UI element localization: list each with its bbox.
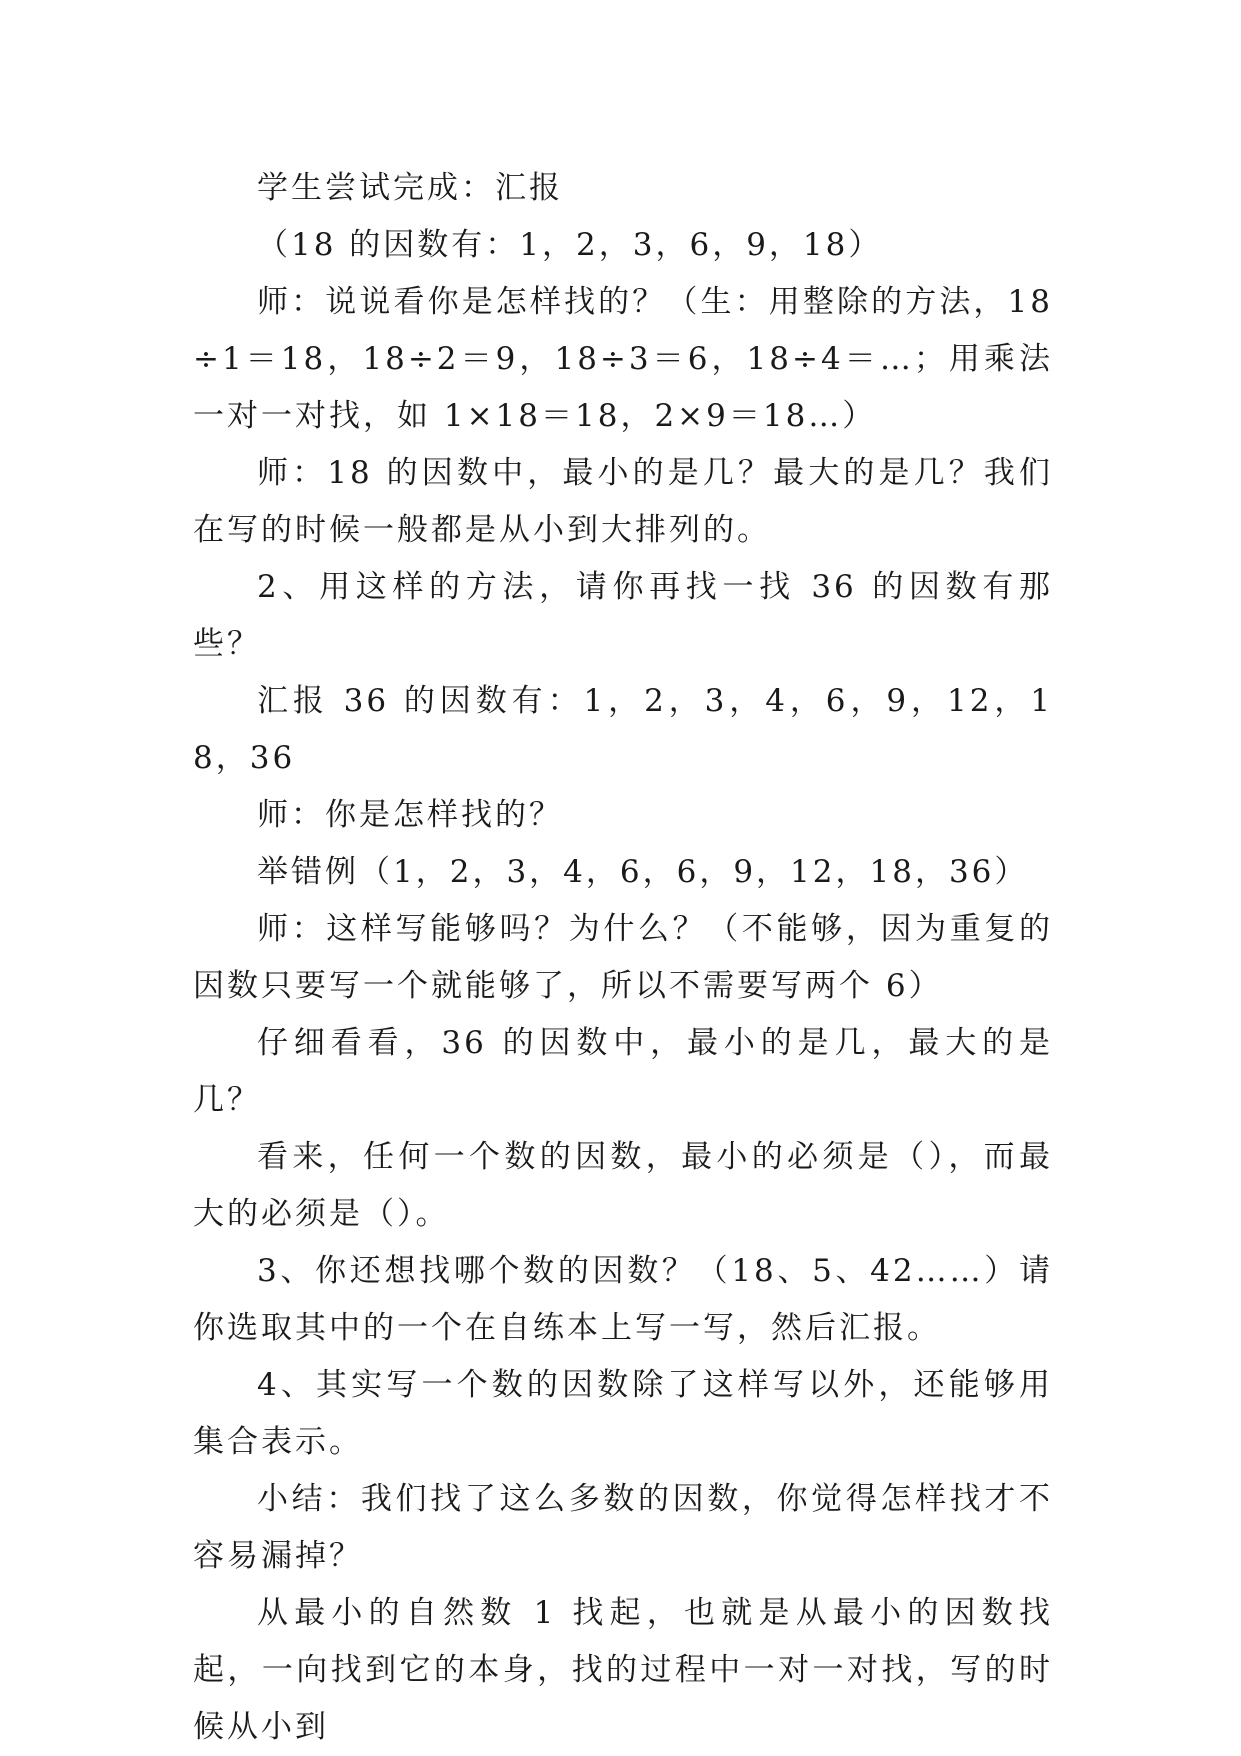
paragraph-6: 汇报 36 的因数有：1，2，3，4，6，9，12，18，36	[193, 683, 1053, 776]
paragraph-7: 师：你是怎样找的？	[257, 797, 563, 833]
paragraph-4: 师：18 的因数中，最小的是几？最大的是几？我们在写的时候一般都是从小到大排列的。	[193, 455, 1053, 548]
paragraph-12: 3、你还想找哪个数的因数？（18、5、42……）请你选取其中的一个在自练本上写一写，然后汇报。	[193, 1253, 1053, 1346]
paragraph-11: 看来，任何一个数的因数，最小的必须是（），而最大的必须是（）。	[193, 1139, 1053, 1232]
paragraph-3: 师：说说看你是怎样找的？（生：用整除的方法，18÷1＝18，18÷2＝9，18÷3＝6，18÷4＝…；用乘法一对一对找，如 1×18＝18，2×9＝18…）	[193, 284, 1053, 434]
paragraph-10: 仔细看看，36 的因数中，最小的是几，最大的是几？	[193, 1025, 1053, 1118]
paragraph-15: 从最小的自然数 1 找起，也就是从最小的因数找起，一向找到它的本身，找的过程中一对一对找，写的时候从小到	[193, 1595, 1053, 1745]
paragraph-9: 师：这样写能够吗？为什么？（不能够，因为重复的因数只要写一个就能够了，所以不需要写两个 6）	[193, 911, 1053, 1004]
document-body	[193, 160, 1053, 1756]
paragraph-5: 2、用这样的方法，请你再找一找 36 的因数有那些？	[193, 569, 1053, 662]
paragraph-2: （18 的因数有：1，2，3，6，9，18）	[257, 227, 883, 263]
paragraph-13: 4、其实写一个数的因数除了这样写以外，还能够用集合表示。	[193, 1367, 1053, 1460]
paragraph-14: 小结：我们找了这么多数的因数，你觉得怎样找才不容易漏掉？	[193, 1481, 1053, 1574]
paragraph-8: 举错例（1，2，3，4，6，6，9，12，18，36）	[257, 854, 1029, 890]
paragraph-1: 学生尝试完成：汇报	[257, 170, 563, 206]
